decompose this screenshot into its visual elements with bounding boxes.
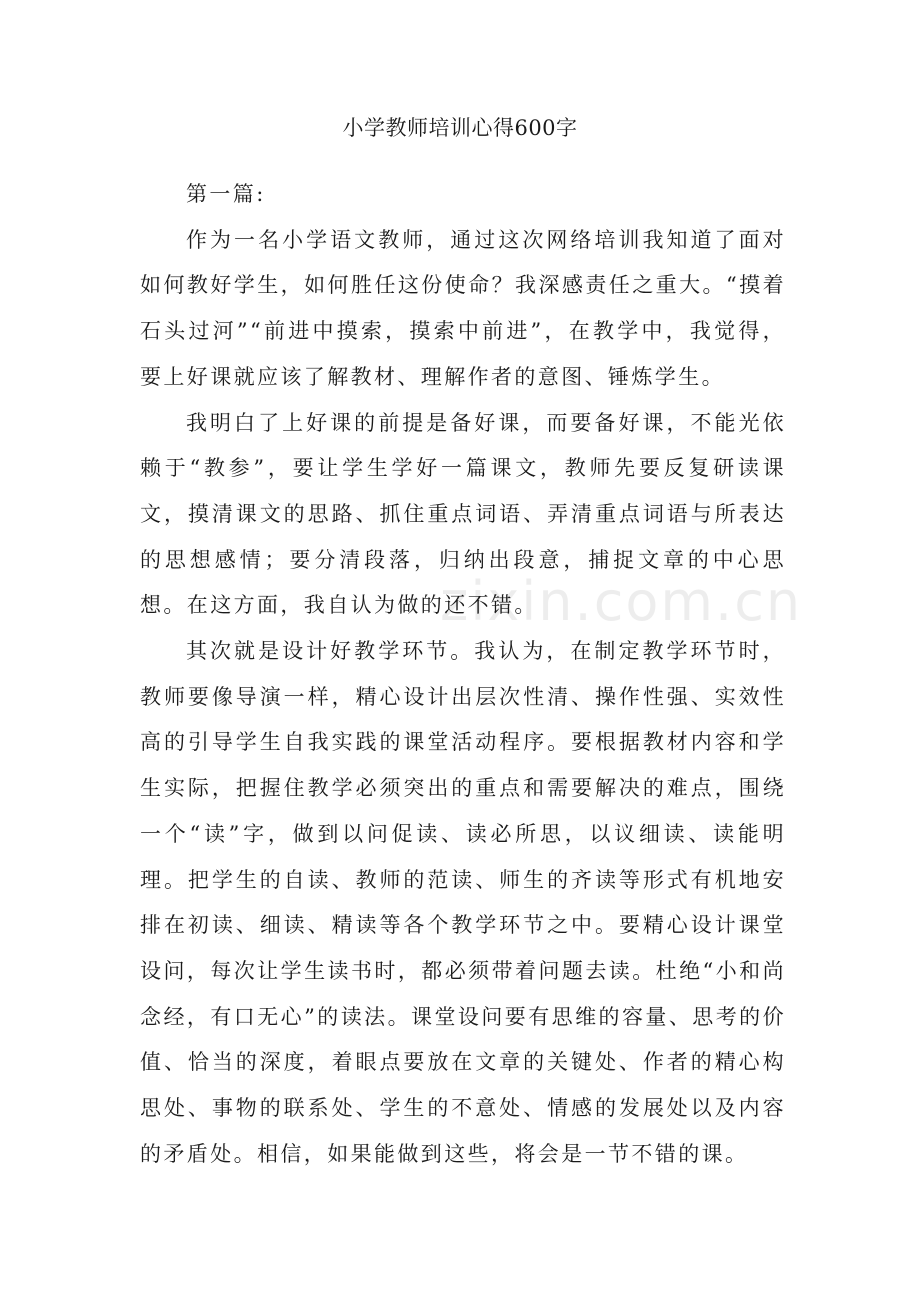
- paragraph-2: 我明白了上好课的前提是备好课，而要备好课，不能光依赖于“教参”，要让学生学好一篇课文，教师先要反复研读课文，摸清课文的思路、抓住重点词语、弄清重点词语与所表达的思想感情；要分清段落，归纳出段意，捕捉文章的中心思想。在这方面，我自认为做的还不错。: [140, 410, 786, 618]
- section-heading: 第一篇:: [186, 182, 266, 206]
- document-body: [140, 172, 786, 1177]
- paragraph-3: 其次就是设计好教学环节。我认为，在制定教学环节时，教师要像导演一样，精心设计出层次性清、操作性强、实效性高的引导学生自我实践的课堂活动程序。要根据教材内容和学生实际，把握住教学必须突出的重点和需要解决的难点，围绕一个“读”字，做到以问促读、读必所思，以议细读、读能明理。把学生的自读、教师的范读、师生的齐读等形式有机地安排在初读、细读、精读等各个教学环节之中。要精心设计课堂设问，每次让学生读书时，都必须带着问题去读。杜绝“小和尚念经，有口无心”的读法。课堂设问要有思维的容量、思考的价值、恰当的深度，着眼点要放在文章的关键处、作者的精心构思处、事物的联系处、学生的不意处、情感的发展处以及内容的矛盾处。相信，如果能做到这些，将会是一节不错的课。: [140, 639, 786, 1166]
- watermark: zixin.com.cn: [440, 570, 803, 633]
- document-title: 小学教师培训心得600字: [342, 116, 578, 140]
- paragraph-1: 作为一名小学语文教师，通过这次网络培训我知道了面对如何教好学生，如何胜任这份使命？我深感责任之重大。“摸着石头过河”“前进中摸索，摸索中前进”，在教学中，我觉得，要上好课就应该了解教材、理解作者的意图、锤炼学生。: [140, 227, 786, 389]
